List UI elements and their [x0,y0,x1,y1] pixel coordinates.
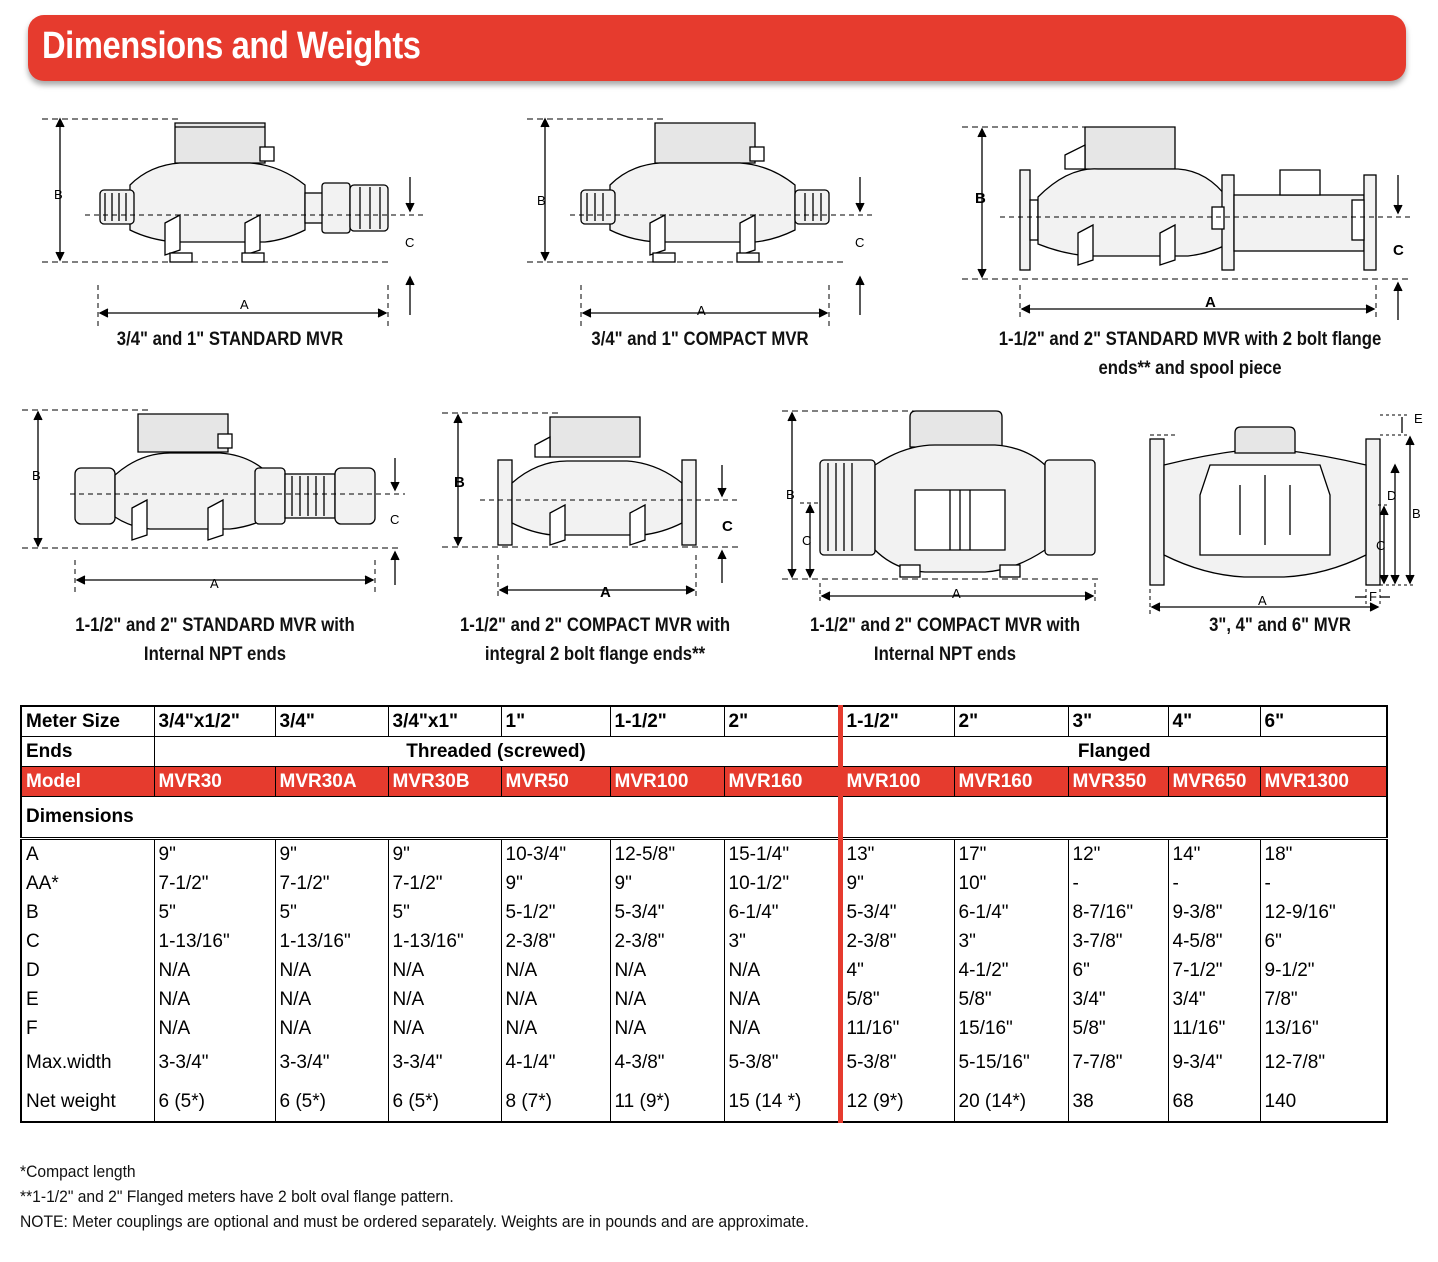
table-cell: 5" [154,898,275,927]
meter-size-cell: 6" [1260,706,1387,737]
table-cell: 7/8" [1260,985,1387,1014]
meter-drawing-compact-flange [440,405,760,605]
table-row [21,839,1387,870]
table-cell: 5-3/8" [724,1043,840,1082]
table-cell: 10-1/2" [724,869,840,898]
table-cell: 10-3/4" [501,839,610,870]
dim-c-label: C [1376,538,1386,553]
table-cell: 9" [840,869,954,898]
table-cell: 4-3/8" [610,1043,724,1082]
dim-b-label: B [975,190,986,207]
table-cell: 2-3/8" [610,927,724,956]
table-cell: 11 (9*) [610,1082,724,1122]
table-cell: 6 (5*) [154,1082,275,1122]
footnote-compact-length: *Compact length [20,1162,136,1181]
dimensions-table [20,705,1388,1123]
table-cell: 4-1/4" [501,1043,610,1082]
page-title: Dimensions and Weights [42,25,421,67]
figure-compact-npt [780,405,1130,605]
table-cell: N/A [501,956,610,985]
table-cell: N/A [275,985,388,1014]
table-cell: 5-3/4" [610,898,724,927]
figure-standard-3-4-1 [30,105,450,330]
ends-threaded: Threaded (screwed) [154,737,840,767]
dim-a-label: A [1205,294,1216,311]
meter-size-cell: 1-1/2" [610,706,724,737]
table-cell: N/A [154,956,275,985]
table-cell: 8 (7*) [501,1082,610,1122]
caption-standard-3-4-1: 3/4" and 1" STANDARD MVR [116,329,344,350]
table-cell: 9-3/4" [1168,1043,1260,1082]
table-cell: 11/16" [840,1014,954,1043]
table-cell: 3/4" [1068,985,1168,1014]
table-row [21,1043,1387,1082]
caption-compact-flange: 1-1/2" and 2" COMPACT MVR with integral 2 bolt flange ends** [459,615,731,665]
table-cell: 5" [275,898,388,927]
dim-c-label: C [405,235,415,250]
table-row [21,1082,1387,1122]
table-cell: 17" [954,839,1068,870]
title-banner [28,15,1406,81]
dim-a-label: A [600,584,611,601]
table-cell: 3-3/4" [388,1043,501,1082]
table-cell: 5-15/16" [954,1043,1068,1082]
table-cell: 3-3/4" [275,1043,388,1082]
dim-b-label: B [537,193,546,208]
row-label: Net weight [21,1082,154,1122]
table-cell: 5/8" [840,985,954,1014]
table-cell: 5-3/8" [840,1043,954,1082]
table-cell: 9" [275,839,388,870]
meter-drawing-compact [515,105,915,330]
row-label: Max.width [21,1043,154,1082]
table-cell: 6 (5*) [388,1082,501,1122]
row-label: A [21,839,154,870]
table-cell: 15 (14 *) [724,1082,840,1122]
table-cell: 9-3/8" [1168,898,1260,927]
model-cell: MVR160 [724,767,840,797]
table-cell: 13" [840,839,954,870]
row-label: E [21,985,154,1014]
meter-size-cell: 4" [1168,706,1260,737]
table-cell: 1-13/16" [154,927,275,956]
dim-c-label: C [390,512,400,527]
table-cell: N/A [610,985,724,1014]
table-row [21,956,1387,985]
meter-size-cell: 1-1/2" [840,706,954,737]
model-cell: MVR650 [1168,767,1260,797]
dim-b-label: B [1412,506,1421,521]
table-cell: 1-13/16" [275,927,388,956]
meter-size-cell: 3/4"x1/2" [154,706,275,737]
table-cell: N/A [501,985,610,1014]
table-cell: N/A [388,1014,501,1043]
table-cell: 5/8" [1068,1014,1168,1043]
model-cell: MVR30B [388,767,501,797]
table-cell: 9" [501,869,610,898]
dim-d-label: D [1387,488,1397,503]
meter-size-cell: 1" [501,706,610,737]
footnote-flange-pattern: **1-1/2" and 2" Flanged meters have 2 bolt oval flange pattern. [20,1187,454,1206]
table-cell: N/A [724,956,840,985]
caption-compact-3-4-1: 3/4" and 1" COMPACT MVR [591,329,809,350]
meter-size-cell: 3/4"x1" [388,706,501,737]
dim-c-label: C [1393,242,1404,259]
table-cell: 7-1/2" [275,869,388,898]
table-cell: 4-1/2" [954,956,1068,985]
dimensions-label: Dimensions [21,797,840,839]
table-cell: N/A [724,985,840,1014]
table-cell: N/A [275,956,388,985]
caption-compact-npt: 1-1/2" and 2" COMPACT MVR with Internal NPT ends [809,615,1081,665]
table-cell: 38 [1068,1082,1168,1122]
dimension-rows [21,839,1387,1123]
ends-row [21,737,1387,767]
table-cell: 4" [840,956,954,985]
figure-large-mvr [1140,405,1430,615]
table-cell: - [1068,869,1168,898]
table-cell: N/A [388,985,501,1014]
dim-c-label: C [802,533,812,548]
table-cell: 5/8" [954,985,1068,1014]
table-cell: 5" [388,898,501,927]
table-cell: 9" [154,839,275,870]
table-cell: 3/4" [1168,985,1260,1014]
table-cell: N/A [275,1014,388,1043]
table-row [21,927,1387,956]
meter-size-cell: 3/4" [275,706,388,737]
figure-standard-npt [20,400,430,600]
model-cell: MVR30A [275,767,388,797]
model-row [21,767,1387,797]
row-label: AA* [21,869,154,898]
dim-b-label: B [32,468,41,483]
table-cell: 15-1/4" [724,839,840,870]
table-cell: N/A [154,1014,275,1043]
dimensions-label-right [840,797,1387,839]
table-cell: 10" [954,869,1068,898]
ends-flanged: Flanged [840,737,1387,767]
table-cell: 9-1/2" [1260,956,1387,985]
table-cell: 5-1/2" [501,898,610,927]
table-cell: 12-9/16" [1260,898,1387,927]
dimensions-header-row [21,797,1387,839]
row-label: D [21,956,154,985]
table-cell: 6-1/4" [954,898,1068,927]
table-cell: 4-5/8" [1168,927,1260,956]
model-cell: MVR30 [154,767,275,797]
table-cell: 3-7/8" [1068,927,1168,956]
meter-size-label: Meter Size [21,706,154,737]
table-cell: - [1168,869,1260,898]
table-cell: 9" [610,869,724,898]
table-cell: 6-1/4" [724,898,840,927]
table-cell: N/A [501,1014,610,1043]
table-cell: N/A [610,956,724,985]
meter-size-cell: 3" [1068,706,1168,737]
table-cell: 3" [724,927,840,956]
footnote-note: NOTE: Meter couplings are optional and must be ordered separately. Weights are in pounds and are approximate. [20,1212,809,1231]
caption-standard-npt: 1-1/2" and 2" STANDARD MVR with Internal NPT ends [75,615,355,665]
meter-drawing-large [1140,405,1430,615]
figure-compact-3-4-1 [515,105,915,330]
table-cell: 13/16" [1260,1014,1387,1043]
table-cell: 12 (9*) [840,1082,954,1122]
table-cell: 18" [1260,839,1387,870]
table-cell: 2-3/8" [501,927,610,956]
meter-size-row [21,706,1387,737]
table-cell: 12-7/8" [1260,1043,1387,1082]
model-cell: MVR1300 [1260,767,1387,797]
meter-drawing-standard [30,105,450,330]
table-cell: 20 (14*) [954,1082,1068,1122]
table-cell: 6" [1068,956,1168,985]
table-cell: 11/16" [1168,1014,1260,1043]
meter-drawing-compact-npt [780,405,1130,605]
caption-standard-flange-spool: 1-1/2" and 2" STANDARD MVR with 2 bolt flange ends** and spool piece [998,329,1382,379]
model-cell: MVR350 [1068,767,1168,797]
dim-e-label: E [1414,411,1423,426]
table-cell: 140 [1260,1082,1387,1122]
table-cell: N/A [610,1014,724,1043]
table-cell: 8-7/16" [1068,898,1168,927]
dim-a-label: A [1258,593,1267,608]
table-cell: 5-3/4" [840,898,954,927]
table-row [21,985,1387,1014]
table-cell: N/A [724,1014,840,1043]
dim-a-label: A [952,586,961,601]
table-cell: N/A [154,985,275,1014]
caption-large-mvr: 3", 4" and 6" MVR [1209,615,1351,636]
table-cell: 7-1/2" [1168,956,1260,985]
model-cell: MVR50 [501,767,610,797]
model-label: Model [21,767,154,797]
table-cell: 7-1/2" [154,869,275,898]
table-cell: 12" [1068,839,1168,870]
dim-a-label: A [240,297,249,312]
meter-drawing-standard-npt [20,400,430,600]
table-cell: 7-7/8" [1068,1043,1168,1082]
model-cell: MVR160 [954,767,1068,797]
meter-size-cell: 2" [954,706,1068,737]
table-cell: 15/16" [954,1014,1068,1043]
dim-f-label: F [1369,589,1377,604]
figure-compact-flange [440,405,760,605]
model-cell: MVR100 [840,767,954,797]
table-row [21,898,1387,927]
row-label: B [21,898,154,927]
dim-b-label: B [454,474,465,491]
table-row [21,1014,1387,1043]
table-cell: 12-5/8" [610,839,724,870]
table-cell: 2-3/8" [840,927,954,956]
meter-drawing-flange-spool [960,115,1420,325]
table-row [21,869,1387,898]
figure-standard-flange-spool [960,115,1420,325]
row-label: C [21,927,154,956]
row-label: F [21,1014,154,1043]
table-cell: 3-3/4" [154,1043,275,1082]
table-cell: 1-13/16" [388,927,501,956]
dim-b-label: B [54,187,63,202]
table-cell: 68 [1168,1082,1260,1122]
table-cell: - [1260,869,1387,898]
table-cell: 14" [1168,839,1260,870]
model-cell: MVR100 [610,767,724,797]
table-cell: 6" [1260,927,1387,956]
dim-b-label: B [786,487,795,502]
ends-label: Ends [21,737,154,767]
table-cell: N/A [388,956,501,985]
table-cell: 9" [388,839,501,870]
table-cell: 3" [954,927,1068,956]
dim-a-label: A [210,576,219,591]
dim-c-label: C [855,235,865,250]
table-cell: 6 (5*) [275,1082,388,1122]
table-cell: 7-1/2" [388,869,501,898]
meter-size-cell: 2" [724,706,840,737]
dim-c-label: C [722,518,733,535]
dim-a-label: A [697,303,706,318]
